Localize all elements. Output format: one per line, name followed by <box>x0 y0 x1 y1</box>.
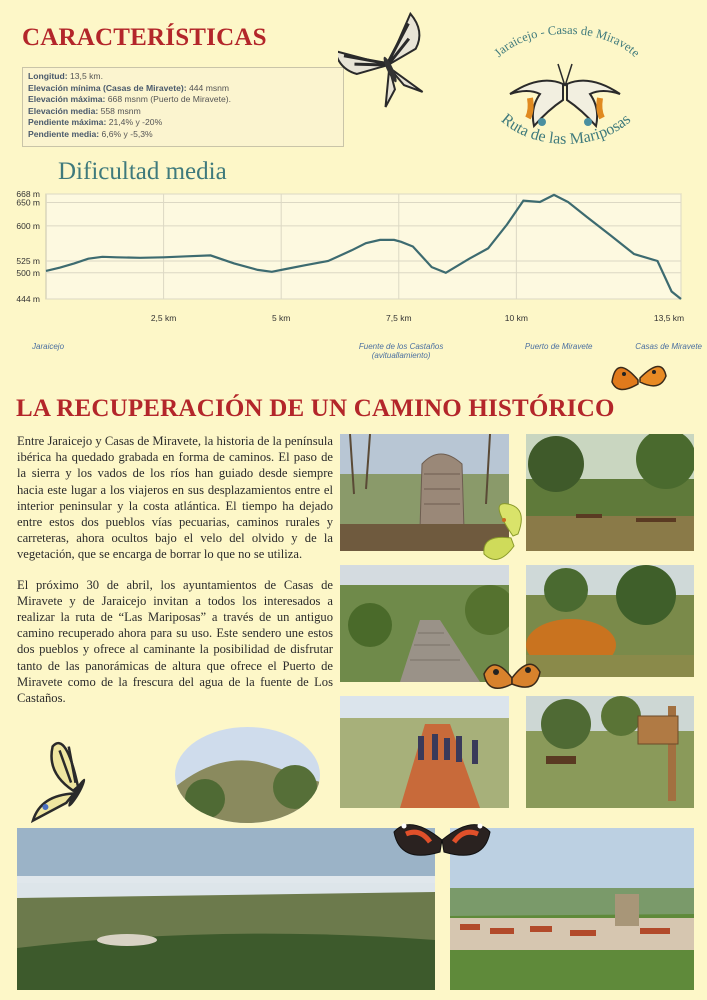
swallowtail-butterfly-image <box>28 734 123 846</box>
copper-butterfly-image <box>608 352 670 400</box>
logo-butterfly-icon <box>510 64 620 126</box>
wall-brown-butterfly-image <box>480 650 544 704</box>
y-tick-label: 444 m <box>16 294 40 304</box>
elevation-profile-chart <box>0 186 707 361</box>
red-admiral-butterfly-image <box>390 812 494 870</box>
y-tick-label: 525 m <box>16 256 40 267</box>
y-tick-label: 650 m <box>16 197 40 208</box>
chart-plot-area <box>46 194 681 299</box>
y-tick-label: 500 m <box>16 267 40 278</box>
photo-panorama-jaraicejo <box>17 828 435 990</box>
spec-row: Longitud: 13,5 km. <box>28 71 103 81</box>
photo-hill-view <box>175 727 320 823</box>
section-title-caracteristicas: CARACTERÍSTICAS <box>22 24 267 51</box>
scarce-swallowtail-butterfly-image <box>338 10 438 115</box>
spec-row: Elevación máxima: 668 msnm (Puerto de Miravete). <box>28 94 232 105</box>
photo-ferns-forest <box>526 565 694 677</box>
logo-top-text: Jaraicejo - Casas de Miravete <box>491 22 643 60</box>
brimstone-butterfly-image <box>478 498 548 570</box>
y-tick-label: 600 m <box>16 220 40 231</box>
intro-text <box>17 433 333 720</box>
photo-hikers <box>340 696 509 808</box>
paragraph-2: El próximo 30 de abril, los ayuntamientos de Casas de Miravete y de Jaraicejo invitan a todos los interesados a realizar la ruta de “Las Mariposas” a través de un antiguo camino recuperado ahora para su uso. Este sendero une estos dos pueblos y ofrece al caminante la posibilidad de disfrutar tanto de las panorámicas de altura que ofrece el Puerto de Miravete como de la frescura del agua de la fuente de Los Castaños. <box>17 577 333 706</box>
x-tick-label: 5 km <box>271 313 291 323</box>
difficulty-heading: Dificultad media <box>58 158 227 185</box>
x-tick-label: 13,5 km <box>653 313 685 323</box>
spec-row: Pendiente máxima: 21,4% y -20% <box>28 117 163 128</box>
location-label: Jaraicejo <box>32 342 65 351</box>
location-label: Casas de Miravete <box>635 342 702 351</box>
photo-signpost <box>526 696 694 808</box>
section-title-recuperacion: LA RECUPERACIÓN DE UN CAMINO HISTÓRICO <box>16 395 615 422</box>
location-label: Puerto de Miravete <box>524 342 593 351</box>
x-tick-label: 2,5 km <box>150 313 177 323</box>
location-sublabel: (avituallamiento) <box>371 351 431 360</box>
spec-row: Pendiente media: 6,6% y -5,3% <box>28 128 153 139</box>
paragraph-1: Entre Jaraicejo y Casas de Miravete, la historia de la península ibérica ha quedado grabada en forma de caminos. El paso de la sierra y los vados de los ríos han guiado desde siempre hacia este lugar a los viajeros en sus desplazamientos entre el interior peninsular y la costa atlántica. El tiempo ha dejado entre estos dos pueblos vías pecuarias, caminos rurales y carreteras, ahora ocultos bajo el velo del olvido y de la vegetación, que se encarga de borrar lo que no se utiliza. <box>17 434 333 562</box>
x-tick-label: 7,5 km <box>386 313 412 323</box>
photo-picnic-area <box>526 434 694 551</box>
x-tick-label: 10 km <box>504 313 528 323</box>
spec-row: Elevación media: 558 msnm <box>28 105 141 116</box>
y-tick-label: 668 m <box>16 189 40 199</box>
location-label: Fuente de los Castaños <box>358 342 444 351</box>
specs-box <box>22 67 344 147</box>
route-logo <box>470 14 660 164</box>
spec-row: Elevación mínima (Casas de Miravete): 444 msnm <box>28 82 230 93</box>
logo-bottom-text: Ruta de las Mariposas <box>497 110 635 148</box>
